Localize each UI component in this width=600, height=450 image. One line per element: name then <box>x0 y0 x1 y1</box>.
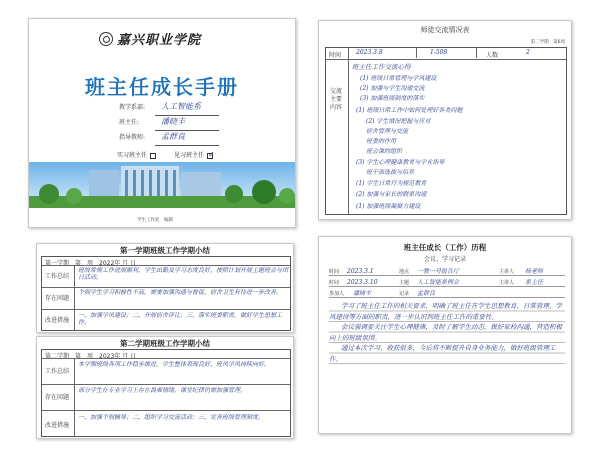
table-rule <box>42 287 290 288</box>
school-name: 嘉兴职业学院 <box>117 33 202 48</box>
record-paragraph: 学习了班主任工作的相关要求，明确了班主任在学生思想教育、日常管理、学风建设等方面的职责，进一步认识到班主任工作的重要性。 <box>329 302 562 321</box>
row-label: 存在问题 <box>45 394 70 401</box>
check-label: 见习班主任 <box>174 152 205 159</box>
meta-label: 记录 <box>399 291 410 297</box>
people-value: 2 <box>526 49 530 56</box>
form-topic: 班主任工作交流心得 <box>352 63 411 71</box>
check-intern[interactable] <box>117 150 156 159</box>
table-rule <box>42 358 290 359</box>
summary-header: 第一学期 第 周 2022年 月 日 <box>45 260 137 267</box>
table-rule <box>416 48 417 58</box>
record-title: 班主任成长（工作）历程 <box>403 243 487 252</box>
place-value: 1-508 <box>430 49 448 56</box>
summary-title: 第二学期班级工作学期小结 <box>37 338 293 349</box>
school-seal-icon <box>99 32 113 46</box>
meta-label: 参加人 <box>329 291 345 297</box>
meta-value: 孟群良 <box>417 290 436 297</box>
table-rule <box>74 358 75 436</box>
row-text: 个别学生学习积极性不高，需要加强沟通与督促，宿舍卫生有待进一步改善。 <box>78 289 283 296</box>
meta-label: 地点 <box>399 269 410 275</box>
info-label: 教学系部: <box>119 104 146 111</box>
info-label: 指导教师: <box>119 134 146 141</box>
record-notes <box>329 301 565 364</box>
form-line: 班会课的组织 <box>366 148 403 155</box>
row-label: 改进措施 <box>45 422 70 429</box>
meta-value: 2023.3.10 <box>347 279 378 286</box>
info-value: 人工智能系 <box>155 99 219 116</box>
table-rule <box>42 309 290 310</box>
meta-value: 人工智能系例会 <box>417 279 460 286</box>
school-header <box>99 29 201 48</box>
meta-row <box>329 287 565 298</box>
form-line: (1) 班级日常工作中如何处理好各类问题 <box>356 107 463 114</box>
role-checks <box>117 150 213 159</box>
meta-value: 杨老师 <box>525 268 544 275</box>
form-line: 班委的作用 <box>366 138 397 145</box>
meta-label: 主讲人 <box>499 269 515 275</box>
date-label: 时间 <box>329 52 342 59</box>
row-label: 工作总结 <box>45 273 70 280</box>
meta-value: 2023.3.1 <box>347 268 374 275</box>
form-title: 师徒交流情况表 <box>420 26 470 34</box>
cover-info <box>119 101 219 146</box>
form-line: (1) 学生日常行为规范教育 <box>356 180 427 187</box>
form-line: (1) 加强班级凝聚力建设 <box>356 203 421 210</box>
checkbox-checked-icon[interactable] <box>207 153 213 159</box>
form-line: (3) 加强班级制度的落实 <box>360 95 425 102</box>
form-line: (2) 加强与学生沟通交流 <box>360 85 425 92</box>
growth-record <box>318 236 572 434</box>
summary-title: 第一学期班级工作学期小结 <box>37 245 293 256</box>
table-rule <box>42 410 290 411</box>
summary-table <box>41 349 291 437</box>
people-label: 人数 <box>486 52 499 59</box>
record-paragraph: 会议强调要关注学生心理健康，及时了解学生动态，做好家校沟通，营造积极向上的班级氛围。 <box>329 323 562 342</box>
record-meta <box>329 265 565 298</box>
meta-value: 一教一号报告厅 <box>417 268 460 275</box>
row-text: 一、加强个别辅导；二、组织学习交流活动；三、完善班级管理制度。 <box>78 414 265 421</box>
form-line: (3) 学生心理健康教育与学业指导 <box>356 159 445 166</box>
form-meta: 第二学期 第6周 <box>530 40 565 45</box>
campus-banner-image <box>29 162 296 208</box>
exchange-table <box>325 47 567 215</box>
check-label: 实习班主任 <box>117 152 148 159</box>
meta-label: 时间 <box>329 269 340 275</box>
semester-summary-1 <box>36 243 294 333</box>
info-value: 孟群良 <box>155 129 219 146</box>
form-line: 班干部选拔与培养 <box>366 169 415 176</box>
table-rule <box>42 265 290 266</box>
form-line: (1) 班级日常管理与学风建设 <box>360 75 437 82</box>
row-label: 改进措施 <box>45 317 70 324</box>
table-rule <box>42 384 290 385</box>
date-value: 2023.3.8 <box>356 49 383 56</box>
row-text: 部分学生在专业学习上存在畏难情绪，课堂纪律仍需加强管理。 <box>78 387 247 394</box>
meta-value: 系主任 <box>525 279 544 286</box>
info-value: 潘晓丰 <box>155 114 219 131</box>
row-text: 本学期班级各项工作稳步推进，学生整体表现良好，班风学风持续向好。 <box>78 361 271 368</box>
row-label: 工作总结 <box>45 368 70 375</box>
table-rule <box>348 48 349 214</box>
meta-label: 主讲人 <box>499 280 515 286</box>
form-line: 宿舍管理与交流 <box>366 128 409 135</box>
table-rule <box>476 48 477 58</box>
table-rule <box>74 265 75 330</box>
record-subtitle: 会议、学习记录 <box>423 256 466 263</box>
handbook-title: 班主任成长手册 <box>85 75 239 99</box>
summary-header: 第二学期 第 周 2023年 月 日 <box>45 353 137 360</box>
row-label: 存在问题 <box>45 295 70 302</box>
content-label: 交流主要内容 <box>330 88 343 111</box>
made-by: 学生工作处 编制 <box>137 218 173 223</box>
check-trainee[interactable] <box>174 150 213 159</box>
form-line: (2) 加强与家长的联系沟通 <box>356 191 427 198</box>
meta-label: 主题 <box>399 280 410 286</box>
table-rule <box>326 59 566 60</box>
info-label: 班主任: <box>119 119 140 126</box>
row-text: 班级常规工作进展顺利，学生出勤及学习态度良好，按照计划开展主题班会与团日活动。 <box>78 267 289 281</box>
meta-row <box>329 276 565 287</box>
handbook-cover <box>28 18 296 228</box>
meta-value: 潘晓丰 <box>353 290 372 297</box>
semester-summary-2 <box>36 336 294 439</box>
meta-row <box>329 265 565 276</box>
form-line: (2) 学生情况把握与应对 <box>366 118 431 125</box>
exchange-form <box>318 20 572 220</box>
meta-label: 时间 <box>329 280 340 286</box>
info-row-mentor <box>119 131 219 146</box>
checkbox-icon[interactable] <box>150 153 156 159</box>
summary-table <box>41 256 291 331</box>
record-paragraph: 通过本次学习，收获很多，今后将不断提升自身业务能力，做好班级管理工作。 <box>329 344 556 363</box>
row-text: 一、加强学风建设；二、开展宿舍评比；三、落实班委职责，做好学生思想工作。 <box>78 312 283 326</box>
